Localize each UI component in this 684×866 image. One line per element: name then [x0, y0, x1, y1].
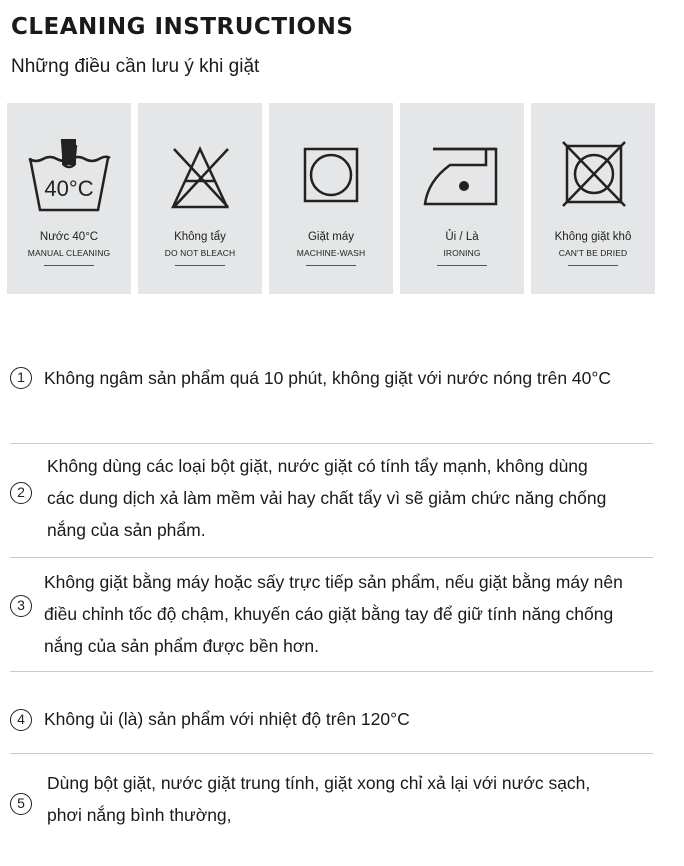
divider: [10, 671, 653, 672]
divider: [10, 443, 653, 444]
step-number-3: 3: [10, 595, 32, 617]
card-underline: [44, 265, 94, 266]
iron-icon: [400, 103, 524, 223]
hand-wash-40c-icon: [7, 103, 131, 223]
care-card-iron: [400, 103, 524, 294]
card-underline: [175, 265, 225, 266]
instruction-line: phơi nắng bình thường,: [47, 805, 232, 825]
instruction-4: [44, 703, 410, 735]
card-label-en: MANUAL CLEANING: [27, 248, 111, 258]
do-not-bleach-icon: [138, 103, 262, 223]
card-label-vi: Ủi / Là: [445, 231, 479, 243]
care-card-hand-wash: [7, 103, 131, 294]
instruction-5: [47, 767, 590, 831]
instruction-line: Dùng bột giặt, nước giặt trung tính, giặt xong chỉ xả lại với nước sạch,: [47, 773, 591, 793]
step-number-4: 4: [10, 709, 32, 731]
card-underline: [306, 265, 356, 266]
instruction-3: [44, 566, 623, 662]
instruction-line: nắng của sản phẩm.: [47, 520, 206, 540]
step-number-2: 2: [10, 482, 32, 504]
machine-wash-icon: [269, 103, 393, 223]
instruction-2: [47, 450, 606, 546]
card-label-en: DO NOT BLEACH: [164, 248, 236, 258]
step-number-1: 1: [10, 367, 32, 389]
instruction-line: điều chỉnh tốc độ chậm, khuyến cáo giặt bằng tay để giữ tính năng chống: [44, 604, 614, 624]
care-symbols-row: [7, 103, 655, 294]
page-subtitle: Những điều cần lưu ý khi giặt: [11, 56, 260, 77]
card-label-vi: Giặt máy: [307, 231, 354, 243]
page-title: CLEANING INSTRUCTIONS: [11, 14, 354, 40]
card-label-vi: Không giặt khô: [554, 231, 632, 243]
care-card-no-dry: [531, 103, 655, 294]
care-card-no-bleach: [138, 103, 262, 294]
instruction-line: Không dùng các loại bột giặt, nước giặt có tính tẩy mạnh, không dùng: [47, 456, 588, 476]
card-label-vi: Không tẩy: [174, 231, 226, 243]
instruction-line: Không giặt bằng máy hoặc sấy trực tiếp sản phẩm, nếu giặt bằng máy nên: [44, 572, 623, 592]
wash-temperature: 40°C: [44, 176, 94, 201]
care-card-machine-wash: [269, 103, 393, 294]
instruction-line: nắng của sản phẩm được bền hơn.: [44, 636, 319, 656]
card-underline: [437, 265, 487, 266]
card-label-en: IRONING: [443, 248, 481, 258]
instruction-line: các dung dịch xả làm mềm vải hay chất tẩy vì sẽ giảm chức năng chống: [47, 488, 607, 508]
divider: [10, 557, 653, 558]
card-underline: [568, 265, 618, 266]
card-label-en: CAN'T BE DRIED: [558, 248, 628, 258]
instruction-1: [44, 362, 611, 394]
step-number-5: 5: [10, 793, 32, 815]
card-label-en: MACHINE-WASH: [296, 248, 366, 258]
card-label-vi: Nước 40°C: [39, 231, 99, 243]
do-not-tumble-dry-icon: [531, 103, 655, 223]
instruction-line: Không ngâm sản phẩm quá 10 phút, không giặt với nước nóng trên 40°C: [44, 368, 612, 388]
divider: [10, 753, 653, 754]
instruction-line: Không ủi (là) sản phẩm với nhiệt độ trên 120°C: [44, 709, 410, 729]
